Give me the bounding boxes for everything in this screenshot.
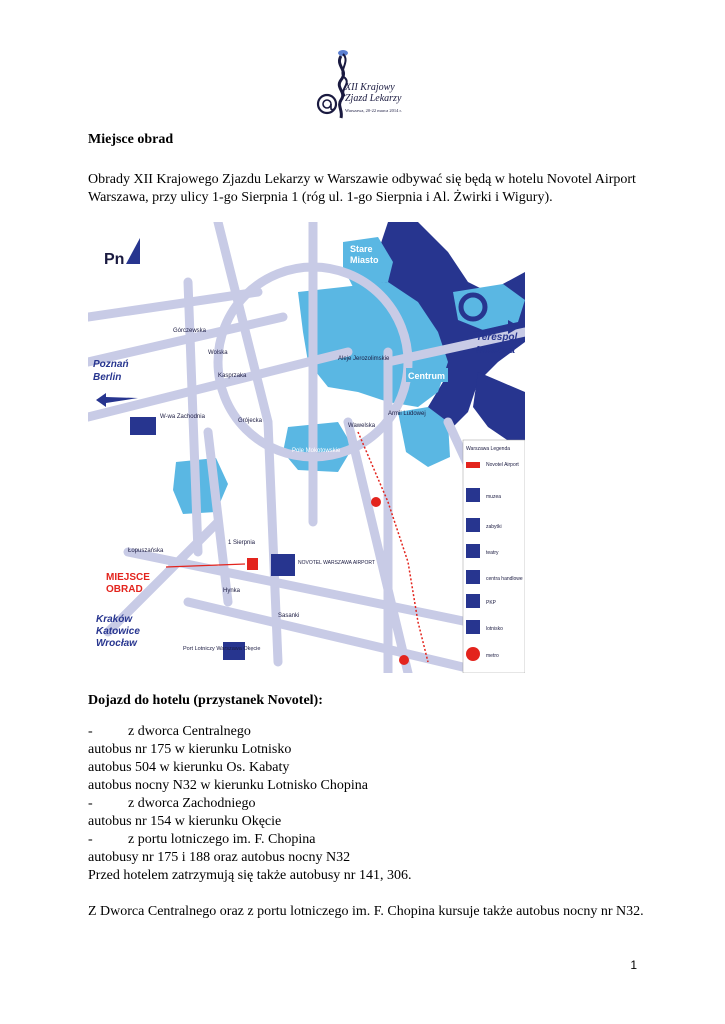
dir-poznan: Poznań [93, 359, 129, 370]
novotel-logo-icon [271, 554, 295, 576]
station-airport: Port Lotniczy Warszawa Okęcie [183, 646, 261, 652]
metro-icon [371, 497, 381, 507]
street-gorczewska: Górczewska [173, 328, 207, 334]
dir-krakow: Kraków [96, 614, 133, 625]
station-zachodnia: W-wa Zachodnia [160, 414, 205, 420]
logo-line-1: XII Krajowy [345, 82, 395, 93]
legend-item-pkp: PKP [486, 600, 497, 606]
section-heading-directions: Dojazd do hotelu (przystanek Novotel): [88, 693, 323, 708]
street-hynka: Hynka [223, 588, 241, 594]
street-sasanki: Sasanki [278, 613, 300, 619]
list-item: autobus nocny N32 w kierunku Lotnisko Chopina [88, 778, 368, 793]
legend-item-centra: centra handlowe [486, 576, 523, 582]
directions-list [88, 723, 411, 885]
label-centrum: Centrum [408, 371, 446, 381]
list-item: autobusy nr 175 i 188 oraz autobus nocny N32 [88, 850, 351, 865]
list-item: autobus 504 w kierunku Os. Kabaty [88, 760, 290, 775]
street-lopuszanska: Łopuszańska [128, 548, 164, 554]
final-paragraph: Z Dworca Centralnego oraz z portu lotniczego im. F. Chopina kursuje także autobus nocny nr N32. [88, 904, 644, 919]
list-item: - z dworca Centralnego [88, 724, 251, 739]
logo-line-3: Warszawa, 20-22 marca 2014 r. [345, 108, 402, 113]
legend-item-novotel: Novotel Airport [486, 462, 519, 468]
section-heading-venue: Miejsce obrad [88, 132, 174, 147]
dir-katowice: Katowice [96, 626, 140, 637]
page-number: 1 [630, 958, 637, 972]
dir-terespol: Terespol [476, 332, 518, 343]
city-map [88, 222, 525, 673]
dir-moskwa: Moskwa [476, 345, 515, 356]
dir-berlin: Berlin [93, 372, 122, 383]
legend-item-metro: metro [486, 653, 499, 659]
legend-item-muzea: muzea [486, 494, 502, 500]
label-stare-miasto-1: Stare [350, 244, 373, 254]
label-pole-mokotowskie: Pole Mokotowskie [292, 448, 341, 454]
list-item: Przed hotelem zatrzymują się także autobusy nr 141, 306. [88, 868, 412, 883]
street-kasprzaka: Kasprzaka [218, 373, 247, 379]
label-stare-miasto-2: Miasto [350, 255, 379, 265]
street-jerozolimskie: Aleje Jerozolimskie [338, 356, 390, 362]
list-item: autobus nr 154 w kierunku Okęcie [88, 814, 282, 829]
list-item: - z portu lotniczego im. F. Chopina [88, 832, 316, 847]
dir-wroclaw: Wrocław [96, 638, 137, 649]
venue-paragraph: Obrady XII Krajowego Zjazdu Lekarzy w Warszawie odbywać się będą w hotelu Novotel Airport Warszawa, przy ulicy 1-go Sierpnia 1 (róg ul. 1-go Sierpnia i Al. Żwirki i Wigury). [88, 172, 636, 205]
logo-text [345, 82, 402, 116]
train-icon [130, 417, 156, 435]
street-armii-ludowej: Armii Ludowej [388, 411, 426, 417]
miejsce-obrad-label-2: OBRAD [106, 584, 143, 595]
legend-item-zabytki: zabytki [486, 524, 502, 530]
street-wawelska: Wawelska [348, 423, 376, 429]
list-item: autobus nr 175 w kierunku Lotnisko [88, 742, 292, 757]
metro-icon-2 [399, 655, 409, 665]
logo-line-2: Zjazd Lekarzy [345, 93, 402, 104]
north-label: Pn [104, 251, 125, 268]
legend-item-lotnisko: lotnisko [486, 626, 503, 632]
list-item: - z dworca Zachodniego [88, 796, 256, 811]
street-1-sierpnia: 1 Sierpnia [228, 540, 256, 546]
street-wolska: Wolska [208, 350, 228, 356]
hotel-label: NOVOTEL WARSZAWA AIRPORT [298, 560, 375, 566]
hotel-marker [247, 558, 258, 570]
legend-title: Warszawa Legenda [466, 446, 511, 452]
legend-item-teatry: teatry [486, 550, 499, 556]
miejsce-obrad-label-1: MIEJSCE [106, 572, 150, 583]
street-grojecka: Grójecka [238, 418, 263, 424]
